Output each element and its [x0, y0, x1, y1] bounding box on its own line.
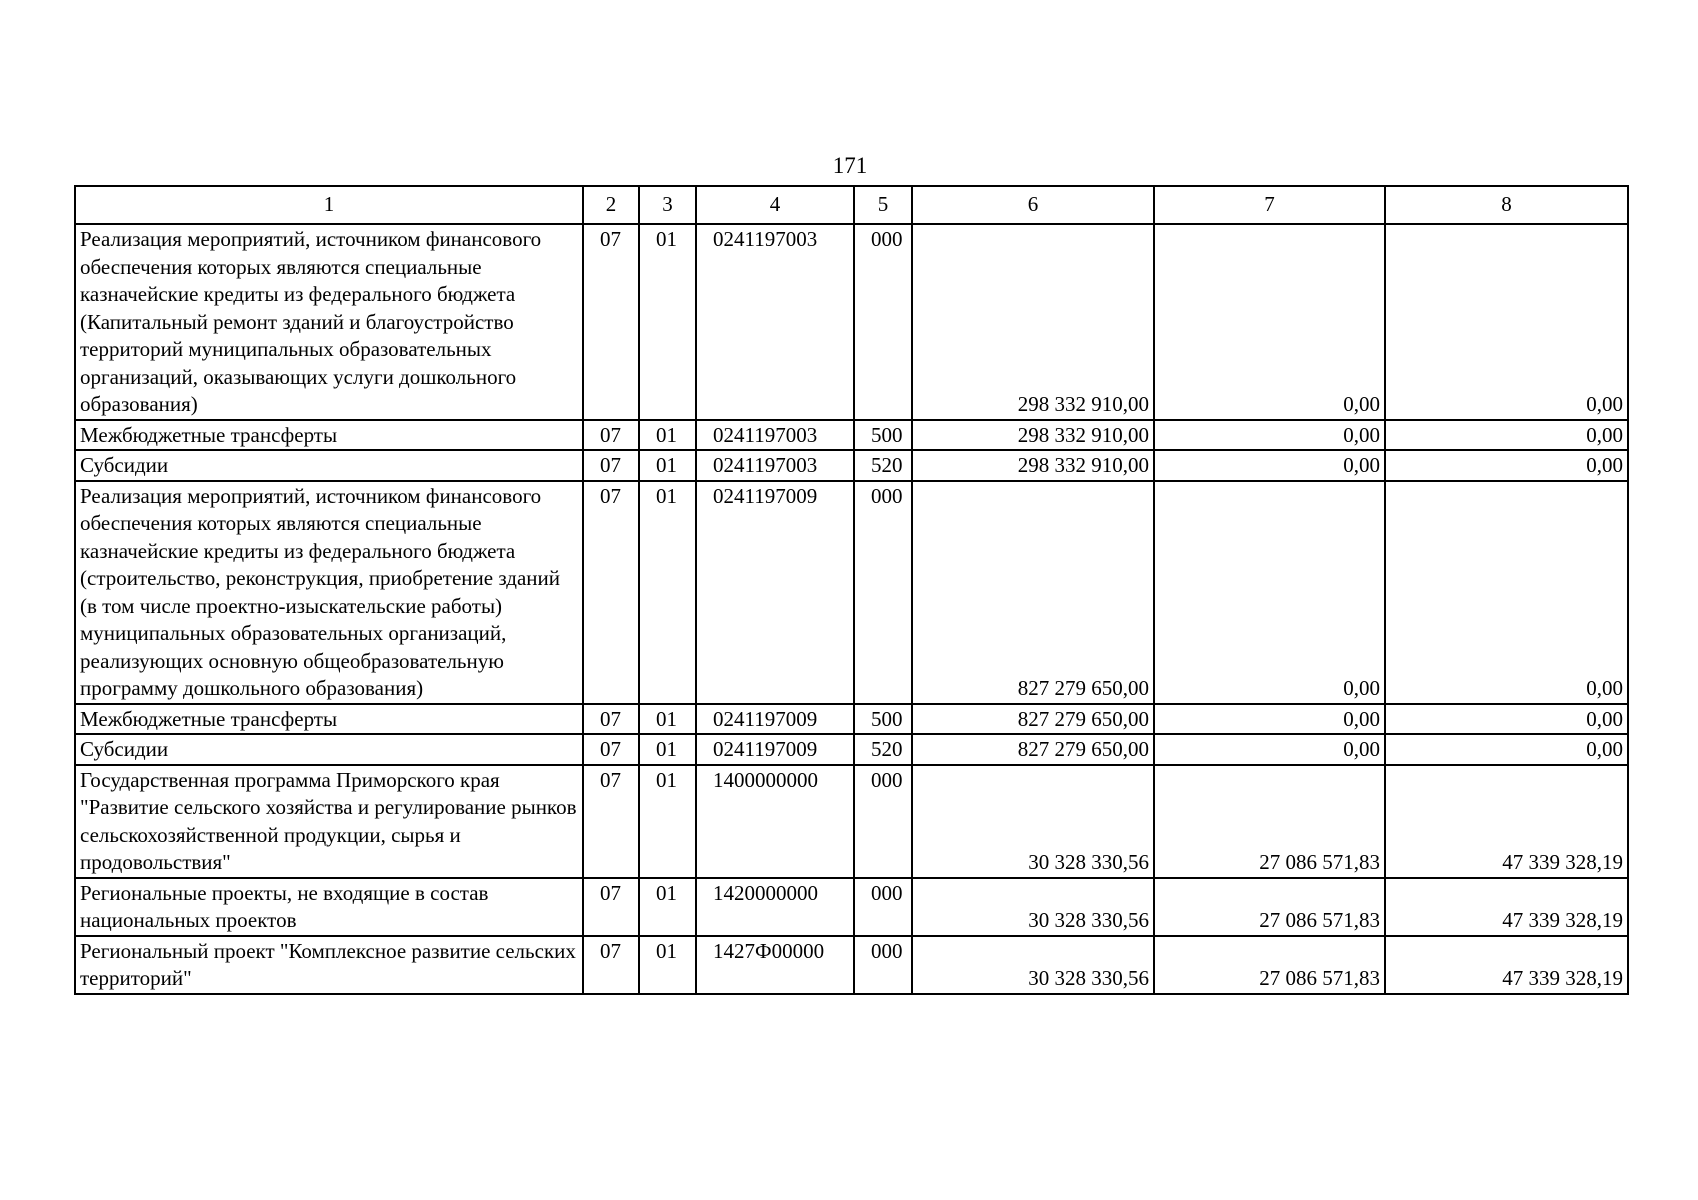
amount-col8: 0,00	[1385, 734, 1628, 765]
column-header-4: 4	[696, 186, 854, 224]
target-article-code: 0241197009	[696, 481, 854, 704]
amount-col8: 47 339 328,19	[1385, 878, 1628, 936]
section-code: 07	[583, 481, 639, 704]
amount-col7: 27 086 571,83	[1154, 765, 1385, 878]
section-code: 07	[583, 704, 639, 735]
amount-col6: 827 279 650,00	[912, 734, 1154, 765]
table-row	[75, 224, 1628, 420]
table-row	[75, 878, 1628, 936]
amount-col7: 27 086 571,83	[1154, 878, 1385, 936]
target-article-code: 0241197003	[696, 224, 854, 420]
expense-type-code: 000	[854, 878, 912, 936]
table-row	[75, 936, 1628, 994]
column-header-1: 1	[75, 186, 583, 224]
row-name: Реализация мероприятий, источником финансового обеспечения которых являются специальные казначейские кредиты из федерального бюджета (строительство, реконструкция, приобретение зданий (в том числе проектно-изыскательские работы) муниципальных образовательных организаций, реализующих основную общеобразовательную программу дошкольного образования)	[75, 481, 583, 704]
subsection-code: 01	[639, 936, 696, 994]
expense-type-code: 000	[854, 481, 912, 704]
expense-type-code: 500	[854, 420, 912, 451]
target-article-code: 0241197009	[696, 704, 854, 735]
target-article-code: 1420000000	[696, 878, 854, 936]
row-name: Субсидии	[75, 450, 583, 481]
amount-col8: 0,00	[1385, 704, 1628, 735]
amount-col8: 47 339 328,19	[1385, 936, 1628, 994]
column-header-5: 5	[854, 186, 912, 224]
page-number: 171	[832, 153, 868, 178]
expense-type-code: 000	[854, 765, 912, 878]
amount-col7: 0,00	[1154, 704, 1385, 735]
column-header-2: 2	[583, 186, 639, 224]
column-header-7: 7	[1154, 186, 1385, 224]
expense-type-code: 500	[854, 704, 912, 735]
table-row	[75, 734, 1628, 765]
column-header-6: 6	[912, 186, 1154, 224]
amount-col8: 0,00	[1385, 450, 1628, 481]
amount-col7: 0,00	[1154, 420, 1385, 451]
table-row	[75, 420, 1628, 451]
amount-col7: 0,00	[1154, 734, 1385, 765]
section-code: 07	[583, 878, 639, 936]
column-header-3: 3	[639, 186, 696, 224]
target-article-code: 1427Ф00000	[696, 936, 854, 994]
amount-col8: 0,00	[1385, 481, 1628, 704]
subsection-code: 01	[639, 878, 696, 936]
amount-col6: 298 332 910,00	[912, 450, 1154, 481]
target-article-code: 0241197009	[696, 734, 854, 765]
section-code: 07	[583, 936, 639, 994]
amount-col6: 827 279 650,00	[912, 704, 1154, 735]
amount-col8: 0,00	[1385, 224, 1628, 420]
amount-col6: 827 279 650,00	[912, 481, 1154, 704]
subsection-code: 01	[639, 224, 696, 420]
expense-type-code: 000	[854, 936, 912, 994]
section-code: 07	[583, 450, 639, 481]
amount-col7: 0,00	[1154, 224, 1385, 420]
row-name: Межбюджетные трансферты	[75, 420, 583, 451]
amount-col7: 27 086 571,83	[1154, 936, 1385, 994]
amount-col8: 0,00	[1385, 420, 1628, 451]
amount-col7: 0,00	[1154, 481, 1385, 704]
target-article-code: 0241197003	[696, 450, 854, 481]
amount-col6: 298 332 910,00	[912, 420, 1154, 451]
table-header-row	[75, 186, 1628, 224]
column-header-8: 8	[1385, 186, 1628, 224]
target-article-code: 0241197003	[696, 420, 854, 451]
subsection-code: 01	[639, 765, 696, 878]
table-row	[75, 704, 1628, 735]
amount-col6: 30 328 330,56	[912, 936, 1154, 994]
subsection-code: 01	[639, 734, 696, 765]
amount-col7: 0,00	[1154, 450, 1385, 481]
amount-col8: 47 339 328,19	[1385, 765, 1628, 878]
section-code: 07	[583, 224, 639, 420]
budget-table	[74, 185, 1629, 995]
subsection-code: 01	[639, 704, 696, 735]
expense-type-code: 000	[854, 224, 912, 420]
section-code: 07	[583, 420, 639, 451]
row-name: Субсидии	[75, 734, 583, 765]
row-name: Реализация мероприятий, источником финансового обеспечения которых являются специальные казначейские кредиты из федерального бюджета (Капитальный ремонт зданий и благоустройство территорий муниципальных образовательных организаций, оказывающих услуги дошкольного образования)	[75, 224, 583, 420]
table-row	[75, 481, 1628, 704]
section-code: 07	[583, 734, 639, 765]
section-code: 07	[583, 765, 639, 878]
amount-col6: 298 332 910,00	[912, 224, 1154, 420]
row-name: Региональный проект "Комплексное развитие сельских территорий"	[75, 936, 583, 994]
amount-col6: 30 328 330,56	[912, 878, 1154, 936]
subsection-code: 01	[639, 450, 696, 481]
expense-type-code: 520	[854, 450, 912, 481]
row-name: Региональные проекты, не входящие в состав национальных проектов	[75, 878, 583, 936]
expense-type-code: 520	[854, 734, 912, 765]
table-row	[75, 450, 1628, 481]
row-name: Межбюджетные трансферты	[75, 704, 583, 735]
subsection-code: 01	[639, 420, 696, 451]
row-name: Государственная программа Приморского края "Развитие сельского хозяйства и регулирование рынков сельскохозяйственной продукции, сырья и продовольствия"	[75, 765, 583, 878]
table-row	[75, 765, 1628, 878]
target-article-code: 1400000000	[696, 765, 854, 878]
amount-col6: 30 328 330,56	[912, 765, 1154, 878]
subsection-code: 01	[639, 481, 696, 704]
